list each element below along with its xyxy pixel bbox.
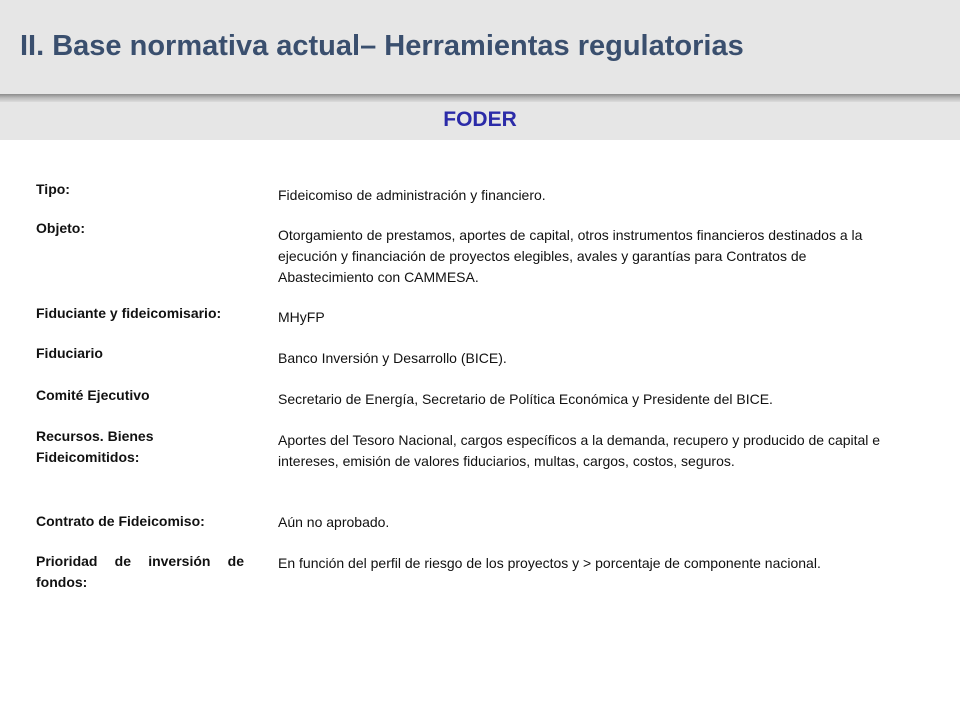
label-prioridad: Prioridad de inversión de fondos: bbox=[36, 553, 244, 590]
value-contrato: Aún no aprobado. bbox=[278, 514, 390, 530]
value-fiduciario: Banco Inversión y Desarrollo (BICE). bbox=[278, 350, 507, 366]
value-comite: Secretario de Energía, Secretario de Política Económica y Presidente del BICE. bbox=[278, 391, 773, 407]
slide-subtitle: FODER bbox=[443, 108, 517, 131]
label-tipo: Tipo: bbox=[36, 181, 70, 197]
label-recursos: Recursos. Bienes Fideicomitidos: bbox=[36, 428, 154, 465]
slide-title: II. Base normativa actual– Herramientas regulatorias bbox=[20, 30, 744, 62]
value-fiduciante: MHyFP bbox=[278, 309, 325, 325]
value-objeto: Otorgamiento de prestamos, aportes de capital, otros instrumentos financieros destinados a la ejecución y financiación de proyectos elegibles, avales y garantías para Contratos de Abastecimiento con CAMMESA. bbox=[278, 227, 863, 285]
header-divider bbox=[0, 94, 960, 102]
value-tipo: Fideicomiso de administración y financiero. bbox=[278, 187, 546, 203]
value-recursos: Aportes del Tesoro Nacional, cargos específicos a la demanda, recupero y producido de capital e intereses, emisión de valores fiduciarios, multas, cargos, costos, seguros. bbox=[278, 432, 881, 469]
label-contrato: Contrato de Fideicomiso: bbox=[36, 513, 205, 529]
label-fiduciante: Fiduciante y fideicomisario: bbox=[36, 305, 222, 321]
label-objeto: Objeto: bbox=[36, 220, 85, 236]
value-prioridad: En función del perfil de riesgo de los proyectos y > porcentaje de componente nacional. bbox=[278, 555, 821, 571]
label-comite: Comité Ejecutivo bbox=[36, 387, 150, 403]
label-fiduciario: Fiduciario bbox=[36, 345, 103, 361]
